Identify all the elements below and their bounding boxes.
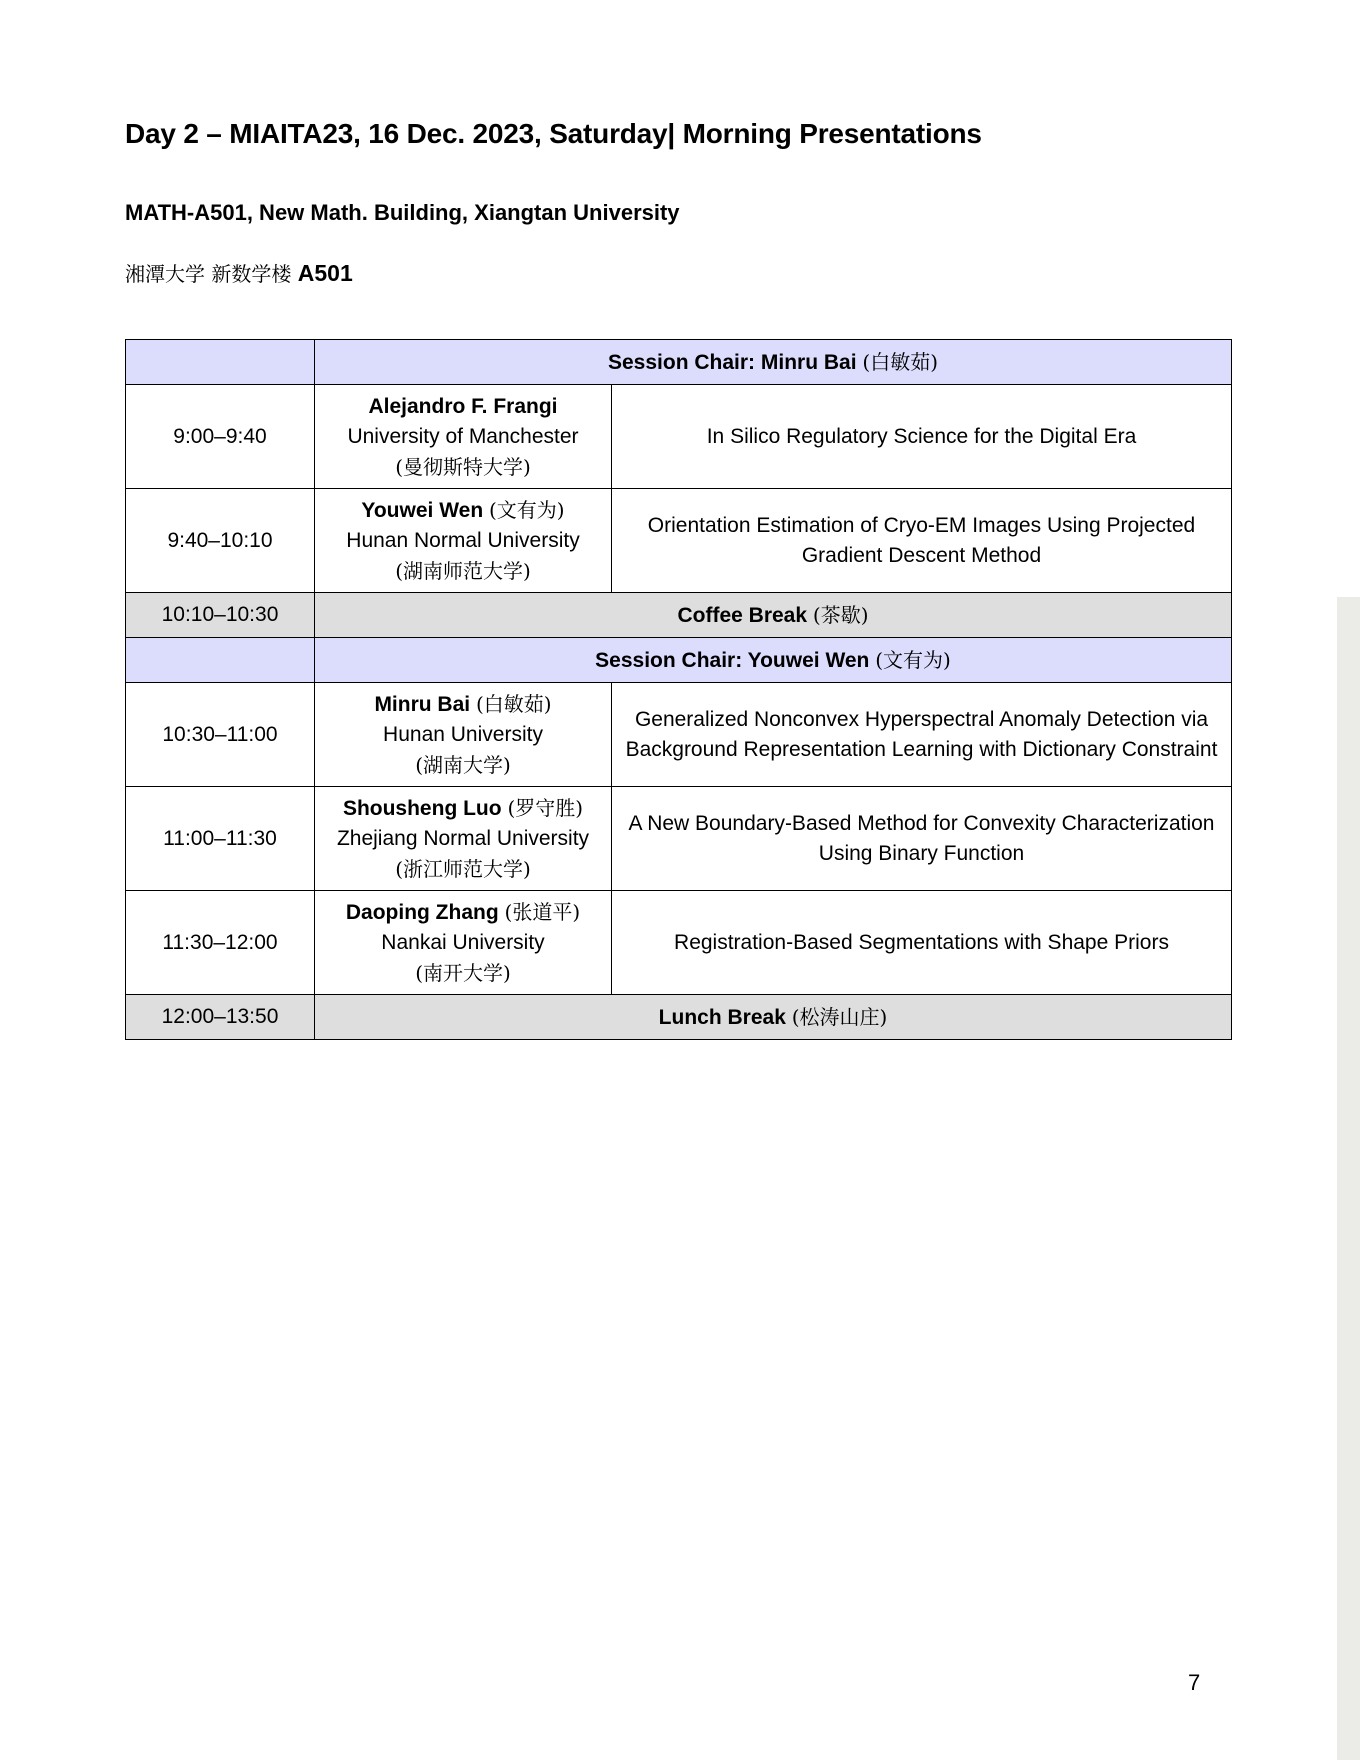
talk-speaker-cell (315, 787, 612, 891)
venue-chinese-text: 湘潭大学 新数学楼 (125, 262, 292, 286)
session-chair-cn: (白敏茹) (862, 349, 938, 374)
talk-time: 9:00–9:40 (126, 385, 315, 489)
speaker-affiliation-cn: (湖南大学) (415, 753, 511, 777)
talk-time: 11:30–12:00 (126, 891, 315, 995)
break-label-cn: (茶歇) (812, 602, 869, 627)
talk-title: Generalized Nonconvex Hyperspectral Anomaly Detection via Background Representation Learning with Dictionary Constraint (612, 683, 1232, 787)
talk-title: In Silico Regulatory Science for the Digital Era (612, 385, 1232, 489)
session-chair-label: Session Chair: Minru Bai (608, 350, 857, 374)
talk-row (126, 489, 1232, 593)
talk-time: 9:40–10:10 (126, 489, 315, 593)
speaker-affiliation-cn: (南开大学) (415, 961, 511, 985)
speaker-name: Shousheng Luo (342, 797, 502, 820)
page-side-strip (1337, 597, 1360, 1760)
speaker-name-cn: (张道平) (504, 900, 581, 924)
speaker-affiliation: Hunan Normal University (346, 529, 580, 552)
page-number: 7 (1188, 1670, 1201, 1695)
talk-row (126, 385, 1232, 489)
break-time: 10:10–10:30 (126, 593, 315, 638)
talk-speaker-cell (315, 891, 612, 995)
speaker-name: Alejandro F. Frangi (368, 394, 558, 418)
break-label-cell (315, 995, 1232, 1040)
session-chair-cn: (文有为) (875, 647, 951, 672)
speaker-name-cn: (罗守胜) (507, 796, 584, 820)
break-label-cn: (松涛山庄) (791, 1004, 888, 1029)
talk-row (126, 787, 1232, 891)
break-time: 12:00–13:50 (126, 995, 315, 1040)
coffee-break-row (126, 593, 1232, 638)
speaker-name-cn: (文有为) (488, 498, 565, 522)
break-label-cell (315, 593, 1232, 638)
talk-speaker-cell (315, 489, 612, 593)
break-label: Coffee Break (677, 603, 808, 627)
talk-title: Registration-Based Segmentations with Shape Priors (612, 891, 1232, 995)
schedule-table (125, 339, 1232, 1040)
venue-line: MATH-A501, New Math. Building, Xiangtan University (125, 200, 680, 225)
session-chair-time-cell (126, 340, 315, 385)
venue-line-chinese (125, 258, 353, 287)
speaker-name: Youwei Wen (361, 499, 484, 522)
speaker-name: Daoping Zhang (345, 901, 499, 924)
session-chair-label: Session Chair: Youwei Wen (595, 648, 870, 672)
talk-time: 10:30–11:00 (126, 683, 315, 787)
break-label: Lunch Break (658, 1005, 786, 1029)
talk-speaker-cell (315, 683, 612, 787)
talk-title: Orientation Estimation of Cryo-EM Images Using Projected Gradient Descent Method (612, 489, 1232, 593)
speaker-affiliation: Hunan University (383, 723, 543, 746)
session-chair-cell (315, 340, 1232, 385)
talk-title: A New Boundary-Based Method for Convexity Characterization Using Binary Function (612, 787, 1232, 891)
session-chair-row (126, 340, 1232, 385)
speaker-name: Minru Bai (374, 693, 471, 716)
speaker-affiliation: Zhejiang Normal University (336, 827, 590, 850)
speaker-name-cn: (白敏茹) (475, 692, 552, 716)
speaker-affiliation-cn: (浙江师范大学) (395, 857, 531, 881)
session-chair-time-cell (126, 638, 315, 683)
page-title: Day 2 – MIAITA23, 16 Dec. 2023, Saturday| Morning Presentations (125, 118, 982, 149)
venue-room: A501 (297, 260, 353, 286)
talk-speaker-cell (315, 385, 612, 489)
speaker-affiliation-cn: (曼彻斯特大学) (395, 454, 531, 479)
talk-row (126, 683, 1232, 787)
talk-time: 11:00–11:30 (126, 787, 315, 891)
speaker-affiliation: Nankai University (381, 931, 545, 954)
speaker-affiliation-cn: (湖南师范大学) (395, 559, 531, 583)
session-chair-cell (315, 638, 1232, 683)
lunch-break-row (126, 995, 1232, 1040)
speaker-affiliation: University of Manchester (347, 424, 579, 448)
talk-row (126, 891, 1232, 995)
session-chair-row (126, 638, 1232, 683)
